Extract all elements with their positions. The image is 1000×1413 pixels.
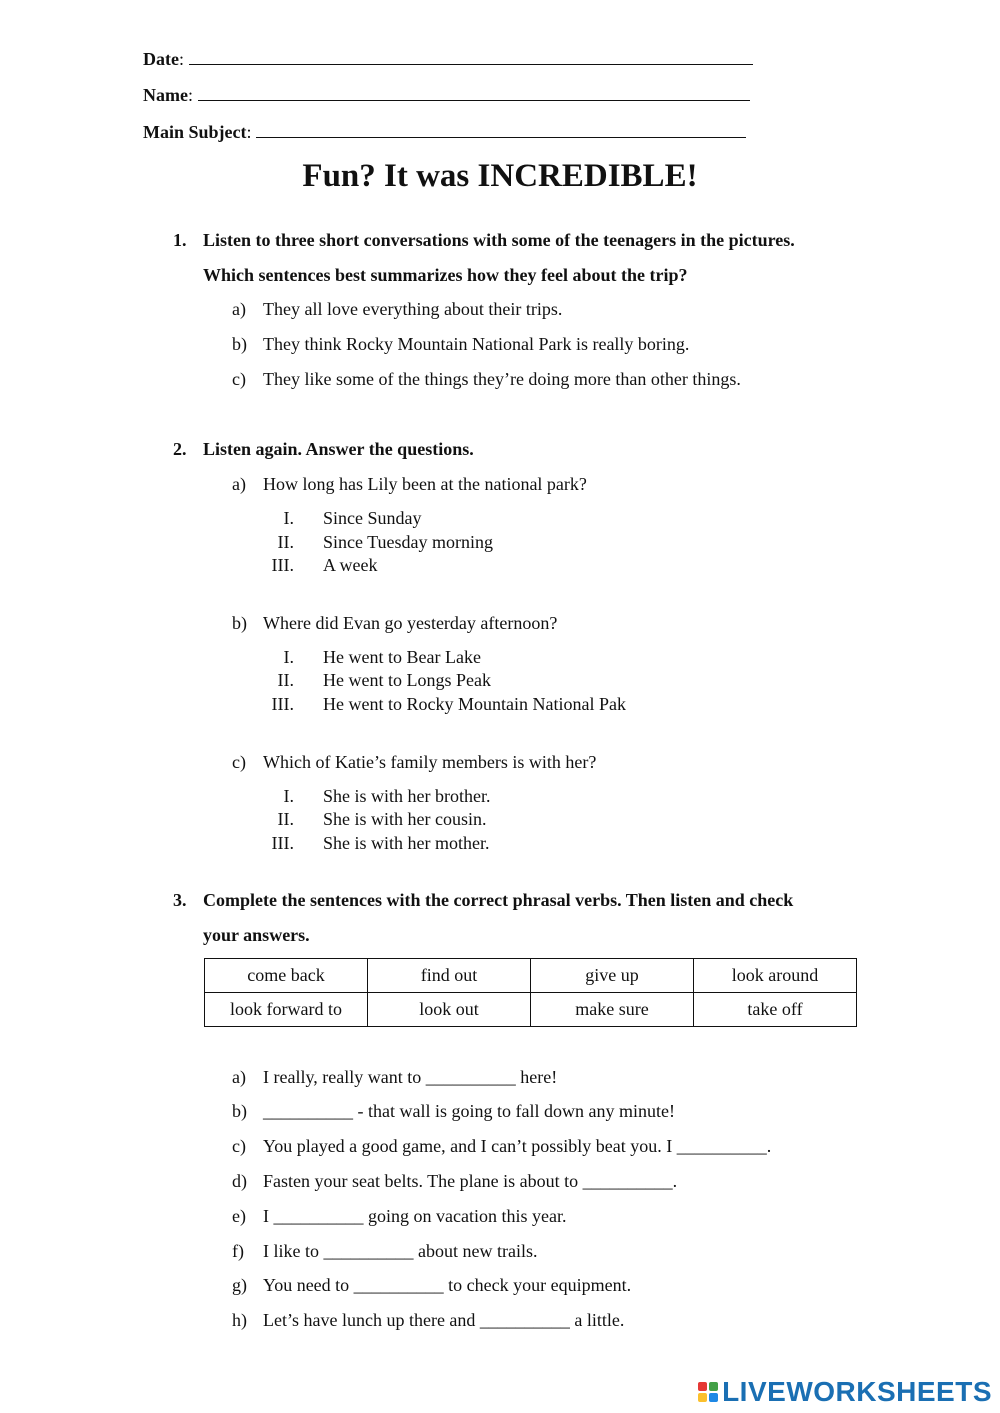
table-row — [205, 959, 857, 993]
q2-part-b-question: Where did Evan go yesterday afternoon? — [263, 613, 558, 633]
logo-square-blue — [709, 1393, 718, 1402]
q3-sentence-b-letter: b) — [232, 1101, 247, 1121]
q3-sentence-d-letter: d) — [232, 1171, 247, 1191]
q3-sentence-f[interactable]: I like to __________ about new trails. — [263, 1241, 538, 1261]
q2-prompt: Listen again. Answer the questions. — [203, 439, 474, 459]
q2-part-b-letter: b) — [232, 613, 247, 633]
q2-part-c-question: Which of Katie’s family members is with her? — [263, 752, 597, 772]
table-cell: find out — [368, 959, 531, 993]
q2a-choice-3-numeral: III. — [271, 555, 294, 575]
q2c-choice-1[interactable]: She is with her brother. — [323, 786, 491, 806]
q2a-choice-2-numeral: II. — [277, 532, 294, 552]
main-subject-label: Main Subject — [143, 122, 247, 142]
q2b-choice-3[interactable]: He went to Rocky Mountain National Pak — [323, 694, 626, 714]
q1-prompt-line1: Listen to three short conversations with some of the teenagers in the pictures. — [203, 230, 795, 250]
table-cell: come back — [205, 959, 368, 993]
q3-sentence-g-letter: g) — [232, 1275, 247, 1295]
q2b-choice-3-numeral: III. — [271, 694, 294, 714]
liveworksheets-logo — [698, 1376, 992, 1408]
q1-option-a-letter: a) — [232, 299, 246, 319]
table-cell: look around — [694, 959, 857, 993]
q1-number: 1. — [173, 230, 187, 250]
main-subject-blank-line[interactable] — [256, 123, 746, 138]
q3-number: 3. — [173, 890, 187, 910]
name-blank-line[interactable] — [198, 86, 750, 101]
date-blank-line[interactable] — [189, 50, 753, 65]
liveworksheets-logo-text: LIVEWORKSHEETS — [722, 1376, 992, 1407]
q1-option-c[interactable]: They like some of the things they’re doing more than other things. — [263, 369, 741, 389]
q2c-choice-1-numeral: I. — [283, 786, 294, 806]
table-cell: look out — [368, 993, 531, 1027]
table-cell: take off — [694, 993, 857, 1027]
q2b-choice-2[interactable]: He went to Longs Peak — [323, 670, 491, 690]
q3-sentence-e[interactable]: I __________ going on vacation this year. — [263, 1206, 567, 1226]
q2a-choice-1[interactable]: Since Sunday — [323, 508, 422, 528]
name-label: Name — [143, 85, 188, 105]
q3-prompt-line1: Complete the sentences with the correct phrasal verbs. Then listen and check — [203, 890, 794, 910]
q2b-choice-1[interactable]: He went to Bear Lake — [323, 647, 481, 667]
worksheet-title: Fun? It was INCREDIBLE! — [302, 158, 698, 194]
table-cell: give up — [531, 959, 694, 993]
table-cell: make sure — [531, 993, 694, 1027]
q1-prompt-line2: Which sentences best summarizes how they feel about the trip? — [203, 265, 688, 285]
q3-sentence-d[interactable]: Fasten your seat belts. The plane is about to __________. — [263, 1171, 678, 1191]
table-cell: look forward to — [205, 993, 368, 1027]
liveworksheets-logo-icon — [698, 1382, 718, 1402]
logo-square-yellow — [698, 1393, 707, 1402]
q2-part-c-letter: c) — [232, 752, 246, 772]
phrasal-verb-table — [204, 958, 857, 1027]
q2-part-a-letter: a) — [232, 474, 246, 494]
q3-sentence-f-letter: f) — [232, 1241, 244, 1261]
q3-sentence-c-letter: c) — [232, 1136, 246, 1156]
q3-sentence-b[interactable]: __________ - that wall is going to fall down any minute! — [263, 1101, 675, 1121]
q2a-choice-1-numeral: I. — [283, 508, 294, 528]
q3-sentence-e-letter: e) — [232, 1206, 246, 1226]
q2a-choice-3[interactable]: A week — [323, 555, 378, 575]
table-row — [205, 993, 857, 1027]
q2c-choice-2[interactable]: She is with her cousin. — [323, 809, 487, 829]
logo-square-green — [709, 1382, 718, 1391]
q3-sentence-a[interactable]: I really, really want to __________ here! — [263, 1067, 558, 1087]
q1-option-c-letter: c) — [232, 369, 246, 389]
logo-square-red — [698, 1382, 707, 1391]
q3-sentence-h-letter: h) — [232, 1310, 247, 1330]
q3-prompt-line2: your answers. — [203, 925, 310, 945]
q2c-choice-3-numeral: III. — [271, 833, 294, 853]
q2c-choice-3[interactable]: She is with her mother. — [323, 833, 490, 853]
main-subject-field: Main Subject: — [143, 122, 746, 143]
q1-option-b-letter: b) — [232, 334, 247, 354]
q3-sentence-g[interactable]: You need to __________ to check your equipment. — [263, 1275, 632, 1295]
q1-option-a[interactable]: They all love everything about their trips. — [263, 299, 563, 319]
q3-sentence-a-letter: a) — [232, 1067, 246, 1087]
q2b-choice-1-numeral: I. — [283, 647, 294, 667]
q2-number: 2. — [173, 439, 187, 459]
q2a-choice-2[interactable]: Since Tuesday morning — [323, 532, 494, 552]
q3-sentence-h[interactable]: Let’s have lunch up there and __________ a little. — [263, 1310, 625, 1330]
q3-sentence-c[interactable]: You played a good game, and I can’t possibly beat you. I __________. — [263, 1136, 772, 1156]
name-field: Name: — [143, 85, 750, 106]
q2b-choice-2-numeral: II. — [277, 670, 294, 690]
date-field: Date: — [143, 49, 753, 70]
date-label: Date — [143, 49, 179, 69]
q2-part-a-question: How long has Lily been at the national park? — [263, 474, 587, 494]
q2c-choice-2-numeral: II. — [277, 809, 294, 829]
q1-option-b[interactable]: They think Rocky Mountain National Park is really boring. — [263, 334, 690, 354]
